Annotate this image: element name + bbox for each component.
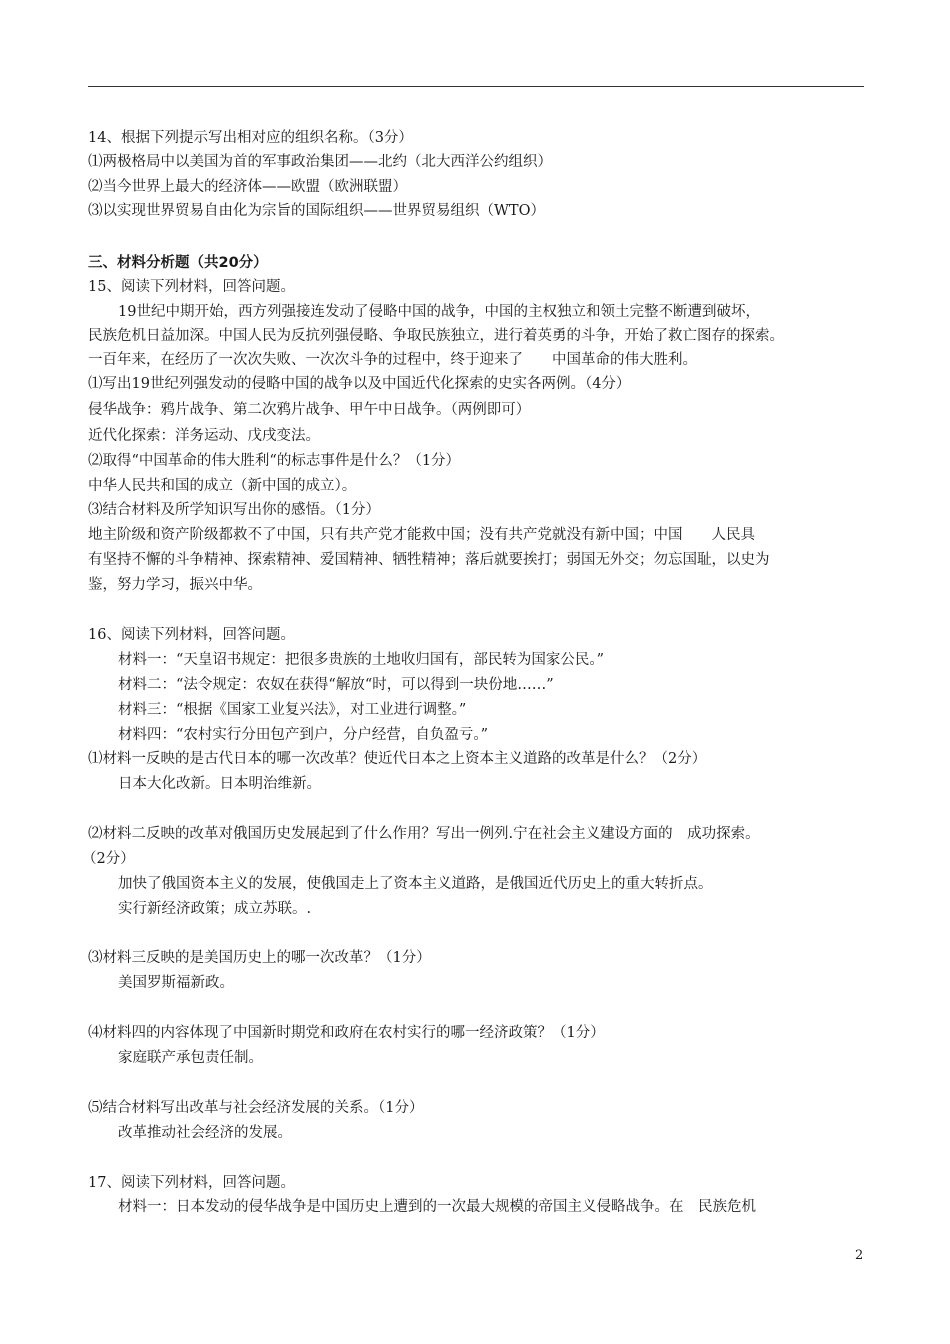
q15-answer-3-line: 鉴，努力学习，振兴中华。 (88, 577, 262, 593)
q14-item-2: ⑵当今世界上最大的经济体——欧盟（欧洲联盟） (88, 179, 407, 195)
q16-material-4: 材料四：“农村实行分田包产到户，分户经营，自负盈亏。” (118, 727, 489, 743)
q16-question-4: ⑷材料四的内容体现了中国新时期党和政府在农村实行的哪一经济政策？（1分） (88, 1025, 605, 1041)
q17-title: 17、阅读下列材料，回答问题。 (88, 1175, 295, 1191)
q16-question-2-score: （2分） (82, 851, 135, 867)
q16-question-3: ⑶材料三反映的是美国历史上的哪一次改革？（1分） (88, 950, 431, 966)
q16-title: 16、阅读下列材料，回答问题。 (88, 627, 295, 643)
q14-title: 14、根据下列提示写出相对应的组织名称。（3分） (88, 130, 413, 146)
q16-question-1: ⑴材料一反映的是古代日本的哪一次改革？使近代日本之上资本主义道路的改革是什么？（2分） (88, 751, 707, 767)
q16-answer-4: 家庭联产承包责任制。 (118, 1050, 263, 1066)
q15-material-line: 一百年来，在经历了一次次失败、一次次斗争的过程中，终于迎来了 中国革命的伟大胜利。 (88, 352, 697, 368)
header-rule (88, 86, 864, 87)
q16-answer-2b: 实行新经济政策；成立苏联。. (118, 901, 312, 917)
section-3-title: 三、材料分析题（共20分） (88, 255, 268, 271)
q16-answer-5: 改革推动社会经济的发展。 (118, 1125, 292, 1141)
q16-answer-3: 美国罗斯福新政。 (118, 975, 234, 991)
q15-question-3: ⑶结合材料及所学知识写出你的感悟。（1分） (88, 502, 380, 518)
q17-material-1: 材料一：日本发动的侵华战争是中国历史上遭到的一次最大规模的帝国主义侵略战争。在 民族危机 (118, 1199, 756, 1215)
q16-question-2: ⑵材料二反映的改革对俄国历史发展起到了什么作用？写出一例列.宁在社会主义建设方面的 成功探索。 (88, 826, 760, 842)
q15-material-line: 19世纪中期开始，西方列强接连发动了侵略中国的战争，中国的主权独立和领土完整不断遭到破坏， (118, 304, 760, 320)
q15-answer-3-line: 有坚持不懈的斗争精神、探索精神、爱国精神、牺牲精神；落后就要挨打；弱国无外交；勿忘国耻，以史为 (88, 552, 770, 568)
q16-material-1: 材料一：“天皇诏书规定：把很多贵族的土地收归国有，部民转为国家公民。” (118, 652, 605, 668)
q15-question-1: ⑴写出19世纪列强发动的侵略中国的战争以及中国近代化探索的史实各两例。（4分） (88, 376, 631, 392)
page-number: 2 (855, 1248, 864, 1263)
q16-material-3: 材料三：“根据《国家工业复兴法》，对工业进行调整。” (118, 702, 467, 718)
q16-question-5: ⑸结合材料写出改革与社会经济发展的关系。（1分） (88, 1100, 424, 1116)
q15-question-2: ⑵取得“中国革命的伟大胜利“的标志事件是什么？（1分） (88, 453, 461, 469)
q15-answer-2: 中华人民共和国的成立（新中国的成立）。 (88, 478, 357, 494)
q16-material-2: 材料二：“法令规定：农奴在获得“解放“时，可以得到一块份地……” (118, 677, 554, 693)
q15-answer-1b: 近代化探索：洋务运动、戊戌变法。 (88, 428, 320, 444)
q16-answer-1: 日本大化改新。日本明治维新。 (118, 776, 321, 792)
q15-answer-3-line: 地主阶级和资产阶级都救不了中国，只有共产党才能救中国；没有共产党就没有新中国；中国 人民具 (88, 527, 755, 543)
q15-answer-1a: 侵华战争：鸦片战争、第二次鸦片战争、甲午中日战争。（两例即可） (88, 402, 531, 418)
q14-item-3: ⑶以实现世界贸易自由化为宗旨的国际组织——世界贸易组织（WTO） (88, 203, 545, 219)
q15-material-line: 民族危机日益加深。中国人民为反抗列强侵略、争取民族独立，进行着英勇的斗争，开始了救亡图存的探索。 (88, 328, 784, 344)
q16-answer-2a: 加快了俄国资本主义的发展，使俄国走上了资本主义道路，是俄国近代历史上的重大转折点。 (118, 876, 713, 892)
q15-title: 15、阅读下列材料，回答问题。 (88, 279, 295, 295)
q14-item-1: ⑴两极格局中以美国为首的军事政治集团——北约（北大西洋公约组织） (88, 154, 552, 170)
